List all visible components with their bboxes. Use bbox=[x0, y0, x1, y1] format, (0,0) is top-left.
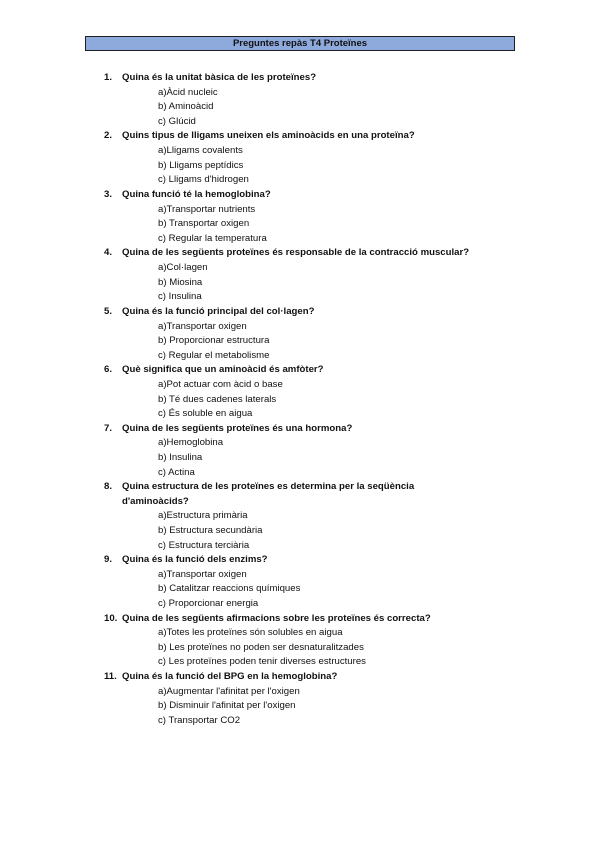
option-5a: a)Transportar oxigen bbox=[158, 321, 247, 332]
question-number: 5. bbox=[104, 306, 113, 317]
question-text: Quina és la funció del BPG en la hemoglobina? bbox=[122, 671, 338, 682]
option-7c: c) Actina bbox=[158, 467, 195, 478]
question-4 bbox=[104, 247, 469, 258]
option-6b: b) Té dues cadenes laterals bbox=[158, 394, 277, 405]
question-number: 11. bbox=[104, 671, 117, 682]
option-4c: c) Insulina bbox=[158, 291, 202, 302]
option-10a: a)Totes les proteïnes són solubles en aigua bbox=[158, 627, 343, 638]
question-8 bbox=[104, 481, 414, 492]
question-text: Quina funció té la hemoglobina? bbox=[122, 189, 271, 200]
question-number: 4. bbox=[104, 247, 113, 258]
option-1c: c) Glúcid bbox=[158, 116, 196, 127]
option-3c: c) Regular la temperatura bbox=[158, 233, 267, 244]
option-2a: a)Lligams covalents bbox=[158, 145, 243, 156]
question-7 bbox=[104, 423, 352, 434]
question-6 bbox=[104, 364, 324, 375]
question-11 bbox=[104, 671, 337, 682]
option-11c: c) Transportar CO2 bbox=[158, 715, 241, 726]
document-title: Preguntes repàs T4 Proteïnes bbox=[85, 36, 515, 51]
option-4b: b) Miosina bbox=[158, 277, 203, 288]
question-10 bbox=[104, 613, 431, 624]
option-9c: c) Proporcionar energia bbox=[158, 598, 259, 609]
question-9 bbox=[104, 554, 268, 565]
option-3a: a)Transportar nutrients bbox=[158, 204, 256, 215]
option-8b: b) Estructura secundària bbox=[158, 525, 263, 536]
option-5b: b) Proporcionar estructura bbox=[158, 335, 270, 346]
question-text: Quina de les següents afirmacions sobre les proteïnes és correcta? bbox=[122, 613, 431, 624]
option-8c: c) Estructura terciària bbox=[158, 540, 250, 551]
question-number: 8. bbox=[104, 481, 113, 492]
option-11a: a)Augmentar l'afinitat per l'oxigen bbox=[158, 686, 300, 697]
option-3b: b) Transportar oxigen bbox=[158, 218, 250, 229]
question-text: Quina és la funció principal del col·lagen? bbox=[122, 306, 315, 317]
option-7b: b) Insulina bbox=[158, 452, 203, 463]
option-11b: b) Disminuir l'afinitat per l'oxigen bbox=[158, 700, 296, 711]
question-number: 7. bbox=[104, 423, 113, 434]
question-number: 1. bbox=[104, 72, 113, 83]
question-text: Quina és la unitat bàsica de les proteïnes? bbox=[122, 72, 317, 83]
option-4a: a)Col·lagen bbox=[158, 262, 208, 273]
option-9a: a)Transportar oxigen bbox=[158, 569, 247, 580]
question-5 bbox=[104, 306, 314, 317]
question-text: Quina de les següents proteïnes és una hormona? bbox=[122, 423, 353, 434]
question-2 bbox=[104, 130, 415, 141]
question-number: 3. bbox=[104, 189, 113, 200]
question-text: Quins tipus de lligams uneixen els aminoàcids en una proteïna? bbox=[122, 130, 415, 141]
option-5c: c) Regular el metabolisme bbox=[158, 350, 270, 361]
question-1 bbox=[104, 72, 316, 83]
question-3 bbox=[104, 189, 271, 200]
option-10b: b) Les proteïnes no poden ser desnaturalitzades bbox=[158, 642, 364, 653]
question-text: Quina estructura de les proteïnes es determina per la seqüència bbox=[122, 481, 415, 492]
option-9b: b) Catalitzar reaccions químiques bbox=[158, 583, 301, 594]
question-number: 9. bbox=[104, 554, 113, 565]
question-number: 6. bbox=[104, 364, 113, 375]
question-number: 2. bbox=[104, 130, 113, 141]
question-text: Quina de les següents proteïnes és responsable de la contracció muscular? bbox=[122, 247, 470, 258]
option-8a: a)Estructura primària bbox=[158, 510, 248, 521]
option-1a: a)Àcid nucleic bbox=[158, 87, 218, 98]
option-2c: c) Lligams d'hidrogen bbox=[158, 174, 249, 185]
option-7a: a)Hemoglobina bbox=[158, 437, 224, 448]
question-8-continuation: d'aminoàcids? bbox=[122, 496, 189, 507]
question-number: 10. bbox=[104, 613, 118, 624]
option-10c: c) Les proteïnes poden tenir diverses estructures bbox=[158, 656, 366, 667]
question-text: Què significa que un aminoàcid és amfòter? bbox=[122, 364, 324, 375]
option-6a: a)Pot actuar com àcid o base bbox=[158, 379, 283, 390]
option-2b: b) Lligams peptídics bbox=[158, 160, 244, 171]
option-6c: c) És soluble en aigua bbox=[158, 408, 253, 419]
question-text: Quina és la funció dels enzims? bbox=[122, 554, 268, 565]
option-1b: b) Aminoàcid bbox=[158, 101, 214, 112]
